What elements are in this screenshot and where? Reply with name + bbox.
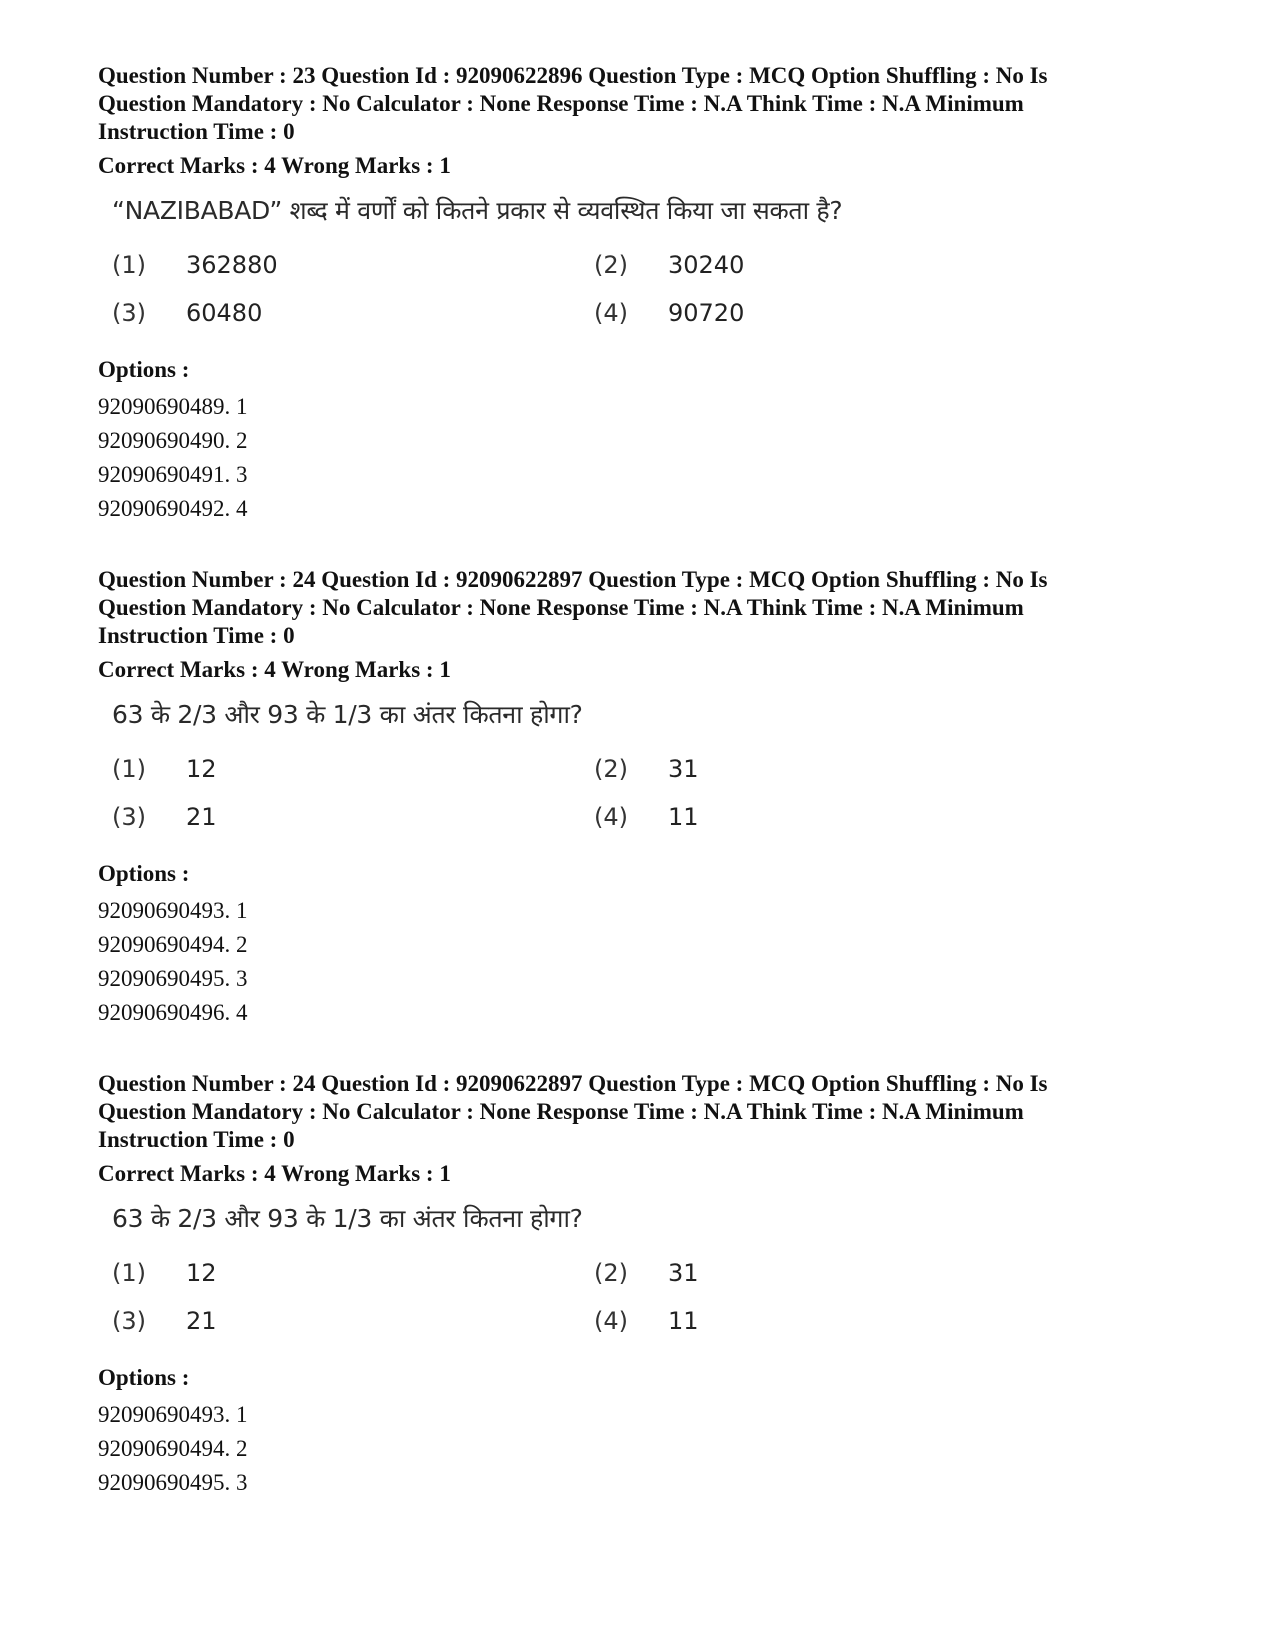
choice-1: [112, 1256, 594, 1290]
choice-value: 11: [668, 803, 699, 831]
question-block-24: [98, 566, 1178, 1030]
choice-3: [112, 296, 594, 330]
option-item: 92090690490. 2: [98, 428, 248, 453]
question-text: “NAZIBABAD” शब्द में वर्णों को कितने प्रकार से व्यवस्थित किया जा सकता है?: [112, 196, 843, 225]
question-image: [112, 1202, 1012, 1338]
choice-number: (3): [112, 299, 146, 327]
choice-3: [112, 1304, 594, 1338]
question-text: 63 के 2/3 और 93 के 1/3 का अंतर कितना होगा?: [112, 700, 583, 729]
question-block-24-repeat: [98, 1070, 1178, 1500]
choice-value: 90720: [668, 299, 745, 327]
choice-number: (4): [594, 299, 628, 327]
option-item: 92090690491. 3: [98, 462, 248, 487]
choice-number: (3): [112, 1307, 146, 1335]
question-header: Question Number : 24 Question Id : 92090622897 Question Type : MCQ Option Shuffling : No Is Question Mandatory : No Calculator : None Response Time : N.A Think Time : N.A Minimum Instruction Time : 0: [98, 567, 1048, 648]
question-marks: Correct Marks : 4 Wrong Marks : 1: [98, 657, 451, 682]
choice-4: [594, 1304, 994, 1338]
choice-value: 12: [186, 755, 217, 783]
question-image: [112, 698, 1012, 834]
choice-number: (2): [594, 1259, 628, 1287]
question-header: Question Number : 23 Question Id : 92090622896 Question Type : MCQ Option Shuffling : No Is Question Mandatory : No Calculator : None Response Time : N.A Think Time : N.A Minimum Instruction Time : 0: [98, 63, 1048, 144]
option-item: 92090690496. 4: [98, 1000, 248, 1025]
choice-value: 21: [186, 803, 217, 831]
option-item: 92090690492. 4: [98, 496, 248, 521]
choice-value: 31: [668, 1259, 699, 1287]
choice-4: [594, 800, 994, 834]
choice-2: [594, 248, 994, 282]
choice-4: [594, 296, 994, 330]
option-item: 92090690495. 3: [98, 1470, 248, 1495]
choice-number: (1): [112, 251, 146, 279]
question-image: [112, 194, 1012, 330]
option-item: 92090690494. 2: [98, 932, 248, 957]
choice-value: 30240: [668, 251, 745, 279]
choice-value: 362880: [186, 251, 278, 279]
choice-3: [112, 800, 594, 834]
choice-2: [594, 752, 994, 786]
choice-number: (2): [594, 251, 628, 279]
choice-grid: [112, 752, 1012, 834]
choice-number: (1): [112, 755, 146, 783]
option-list: [98, 390, 1178, 526]
choice-number: (3): [112, 803, 146, 831]
option-list: [98, 1398, 1178, 1500]
choice-number: (1): [112, 1259, 146, 1287]
option-item: 92090690489. 1: [98, 394, 248, 419]
option-list: [98, 894, 1178, 1030]
options-heading: Options :: [98, 861, 190, 886]
choice-1: [112, 752, 594, 786]
choice-number: (4): [594, 1307, 628, 1335]
question-header: Question Number : 24 Question Id : 92090622897 Question Type : MCQ Option Shuffling : No Is Question Mandatory : No Calculator : None Response Time : N.A Think Time : N.A Minimum Instruction Time : 0: [98, 1071, 1048, 1152]
question-text: 63 के 2/3 और 93 के 1/3 का अंतर कितना होगा?: [112, 1204, 583, 1233]
option-item: 92090690494. 2: [98, 1436, 248, 1461]
question-marks: Correct Marks : 4 Wrong Marks : 1: [98, 153, 451, 178]
choice-value: 11: [668, 1307, 699, 1335]
choice-2: [594, 1256, 994, 1290]
choice-value: 60480: [186, 299, 263, 327]
choice-number: (4): [594, 803, 628, 831]
choice-value: 12: [186, 1259, 217, 1287]
choice-grid: [112, 248, 1012, 330]
choice-grid: [112, 1256, 1012, 1338]
option-item: 92090690493. 1: [98, 898, 248, 923]
question-block-23: [98, 62, 1178, 526]
choice-value: 31: [668, 755, 699, 783]
choice-number: (2): [594, 755, 628, 783]
options-heading: Options :: [98, 357, 190, 382]
options-heading: Options :: [98, 1365, 190, 1390]
choice-1: [112, 248, 594, 282]
option-item: 92090690493. 1: [98, 1402, 248, 1427]
question-marks: Correct Marks : 4 Wrong Marks : 1: [98, 1161, 451, 1186]
option-item: 92090690495. 3: [98, 966, 248, 991]
choice-value: 21: [186, 1307, 217, 1335]
